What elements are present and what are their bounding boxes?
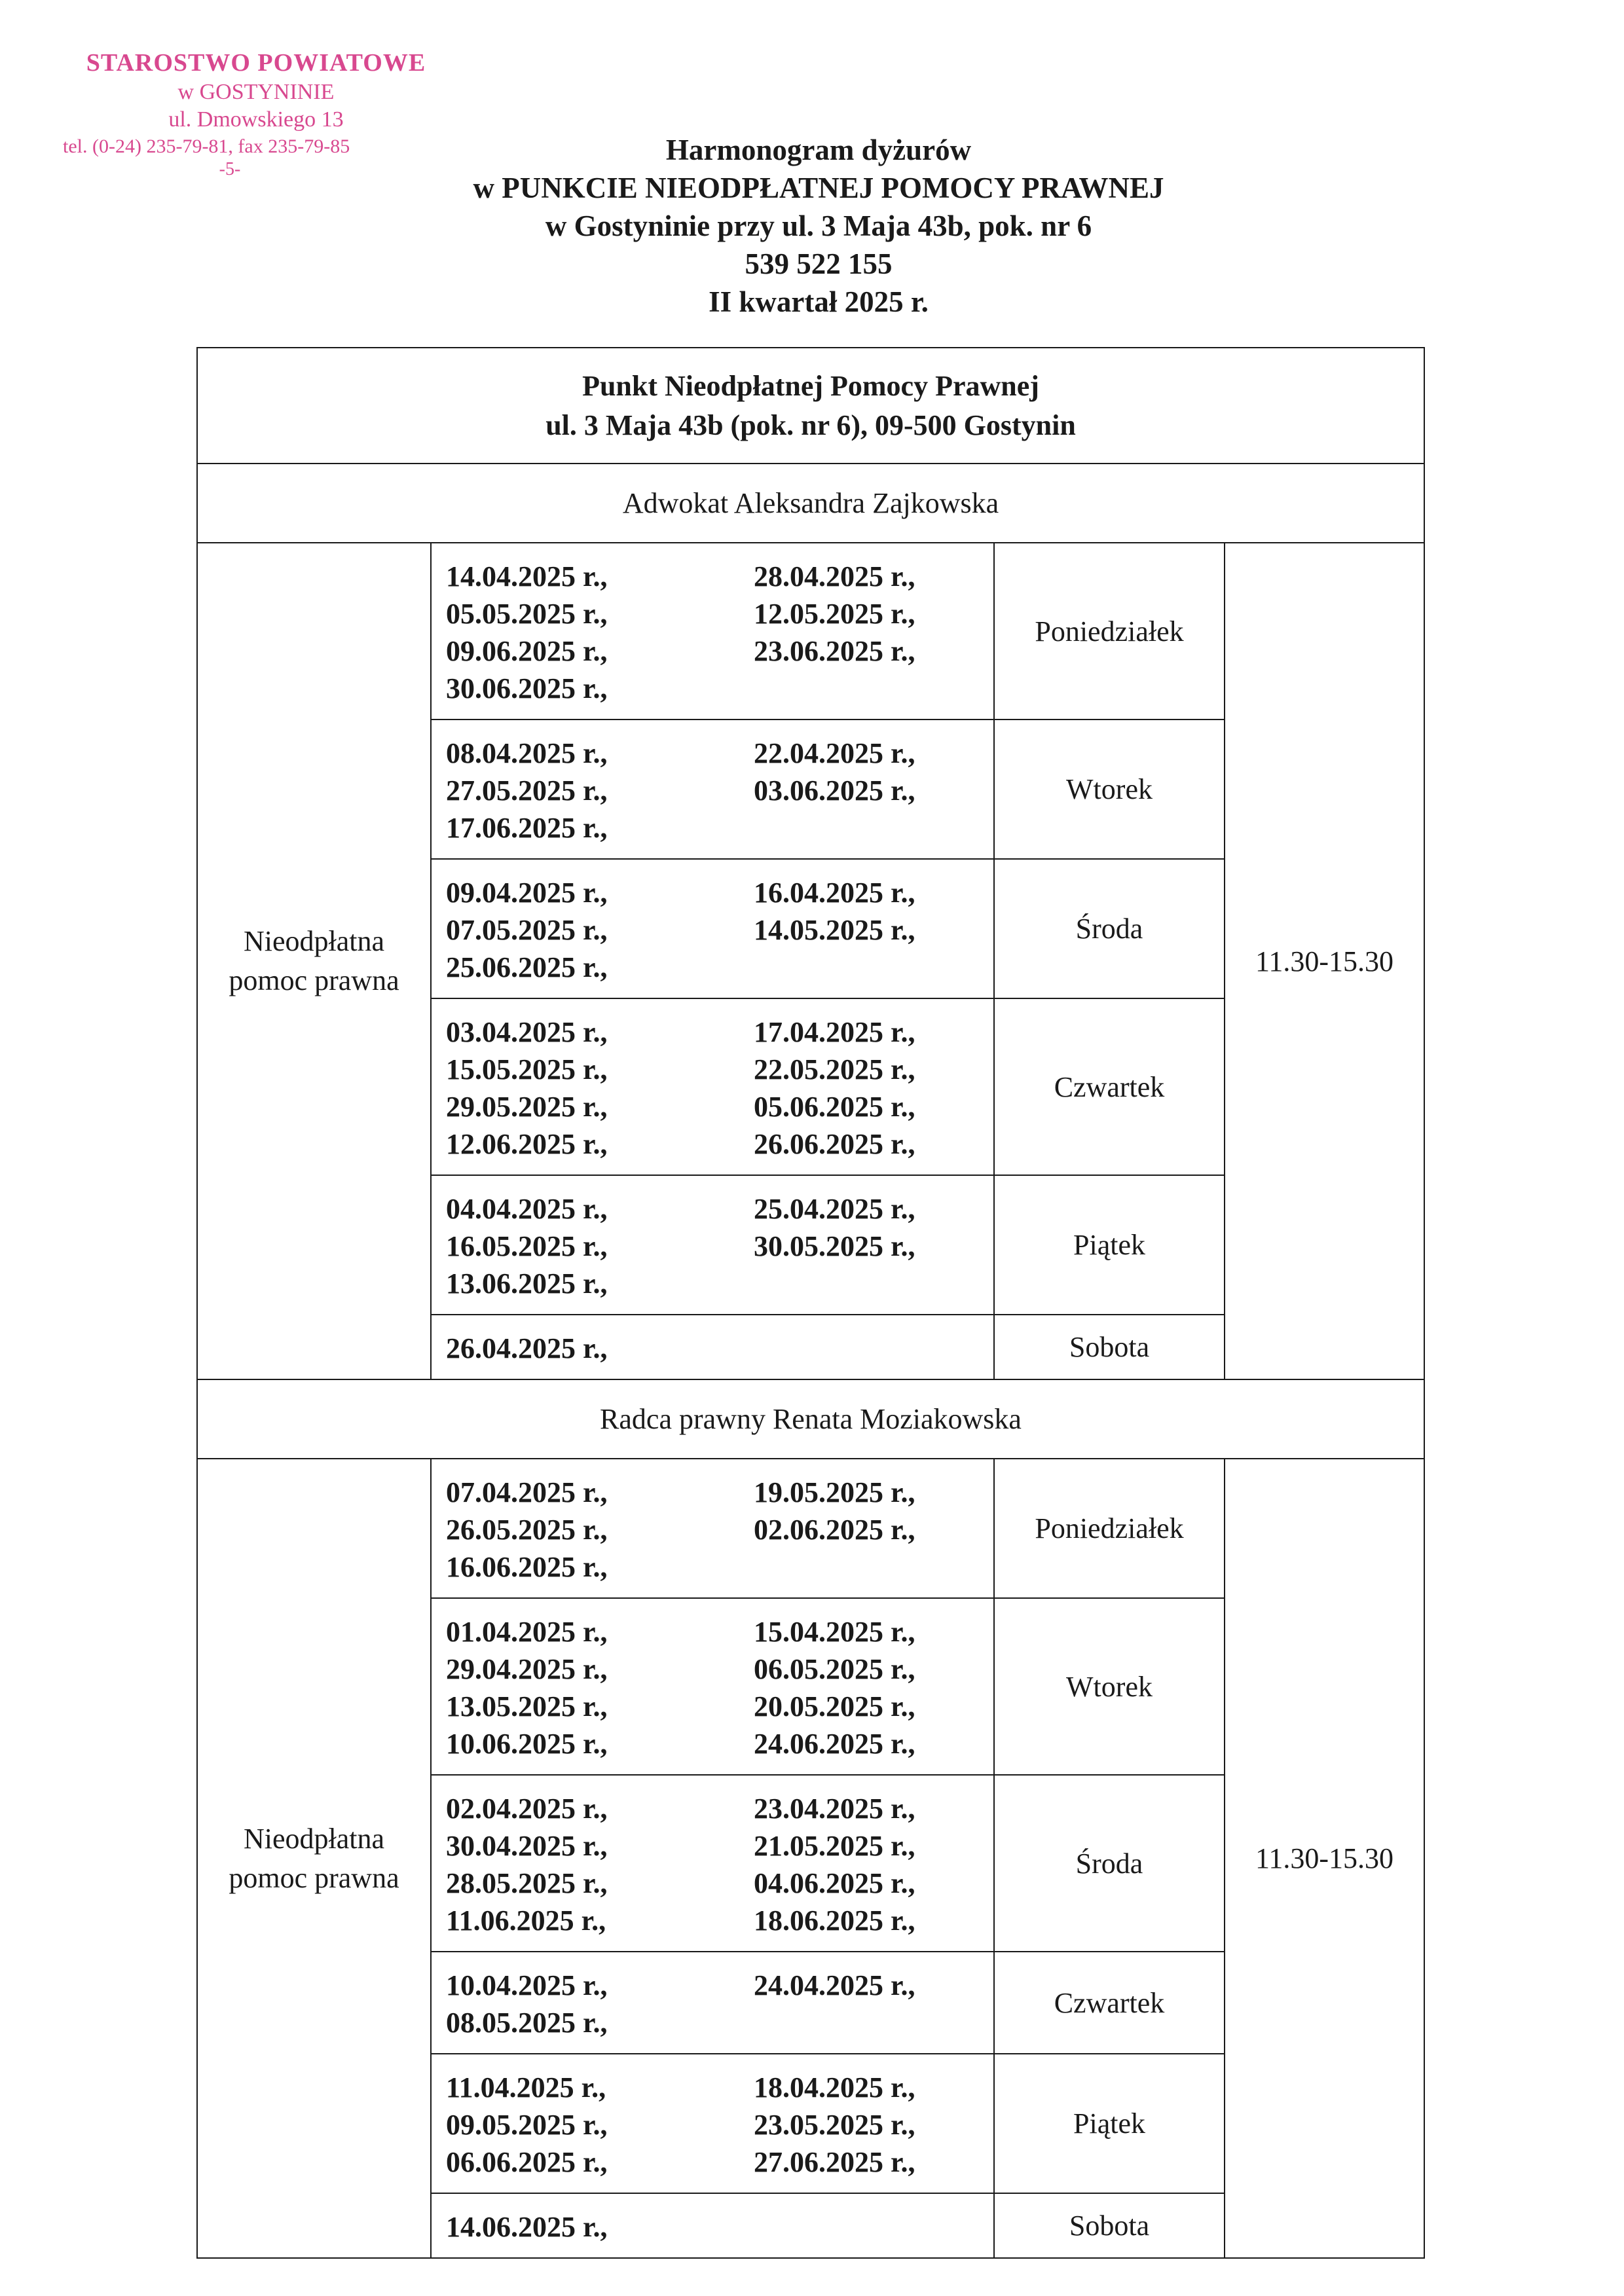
weekday: Sobota: [994, 1315, 1225, 1379]
lawyer-row: [197, 1379, 1424, 1459]
duty-date: 05.06.2025 r.,: [754, 1091, 915, 1123]
duty-date: 27.05.2025 r.,: [446, 774, 608, 807]
duty-date: 18.04.2025 r.,: [754, 2071, 915, 2104]
weekday: Piątek: [994, 2054, 1225, 2193]
weekday: Wtorek: [994, 720, 1225, 859]
duty-date: 05.05.2025 r.,: [446, 598, 608, 630]
duty-date: 04.04.2025 r.,: [446, 1193, 608, 1225]
service-type-line: pomoc prawna: [229, 1861, 399, 1894]
duty-date: [754, 809, 1009, 847]
duty-date: 24.06.2025 r.,: [754, 1728, 915, 1760]
header-title: Harmonogram dyżurów: [665, 134, 972, 166]
header-subtitle: w PUNKCIE NIEODPŁATNEJ POMOCY PRAWNEJ: [473, 172, 1164, 204]
office-hours: 11.30-15.30: [1225, 1459, 1424, 2258]
dates-cell: [431, 2054, 994, 2193]
duty-date: [754, 1330, 1009, 1367]
duty-date: 07.04.2025 r.,: [446, 1476, 608, 1508]
stamp-line-street: ul. Dmowskiego 13: [168, 107, 344, 132]
lawyer-name: Adwokat Aleksandra Zajkowska: [197, 464, 1424, 543]
duty-date: 11.06.2025 r.,: [446, 1904, 606, 1937]
schedule-table: [196, 347, 1425, 2259]
stamp-line-office: STAROSTWO POWIATOWE: [86, 49, 426, 77]
service-type-line: pomoc prawna: [229, 964, 399, 996]
duty-date: 24.04.2025 r.,: [754, 1969, 915, 2001]
weekday: Czwartek: [994, 1952, 1225, 2054]
duty-date: 08.05.2025 r.,: [446, 2007, 608, 2039]
duty-date: 08.04.2025 r.,: [446, 737, 608, 769]
duty-date: 12.05.2025 r.,: [754, 598, 915, 630]
duty-date: 29.05.2025 r.,: [446, 1091, 608, 1123]
duty-date: 27.06.2025 r.,: [754, 2146, 915, 2178]
duty-date: 23.05.2025 r.,: [754, 2109, 915, 2141]
weekday: Poniedziałek: [994, 1459, 1225, 1598]
weekday: Poniedziałek: [994, 543, 1225, 720]
duty-date: [754, 2004, 1009, 2041]
duty-date: 25.04.2025 r.,: [754, 1193, 915, 1225]
service-type: [197, 1459, 431, 2258]
stamp-line-town: w GOSTYNINIE: [177, 80, 335, 104]
document-header: [196, 131, 1441, 321]
duty-date: 18.06.2025 r.,: [754, 1904, 915, 1937]
duty-date: 10.04.2025 r.,: [446, 1969, 608, 2001]
duty-date: 30.04.2025 r.,: [446, 1830, 608, 1862]
duty-date: 09.05.2025 r.,: [446, 2109, 608, 2141]
duty-date: 15.05.2025 r.,: [446, 1053, 608, 1085]
duty-date: 06.05.2025 r.,: [754, 1653, 915, 1685]
duty-date: 01.04.2025 r.,: [446, 1616, 608, 1648]
duty-date: 30.05.2025 r.,: [754, 1230, 915, 1262]
duty-date: 16.05.2025 r.,: [446, 1230, 608, 1262]
stamp-line-number: -5-: [219, 159, 241, 179]
header-quarter: II kwartał 2025 r.: [709, 285, 929, 318]
duty-date: 17.06.2025 r.,: [446, 812, 608, 844]
header-phone: 539 522 155: [745, 247, 893, 280]
table-title: [197, 348, 1424, 464]
duty-date: 02.06.2025 r.,: [754, 1514, 915, 1546]
dates-cell: [431, 1459, 994, 1598]
weekday: Wtorek: [994, 1598, 1225, 1775]
service-type-line: Nieodpłatna: [243, 1822, 385, 1855]
duty-date: 04.06.2025 r.,: [754, 1867, 915, 1899]
duty-date: 16.06.2025 r.,: [446, 1551, 608, 1583]
duty-date: 19.05.2025 r.,: [754, 1476, 915, 1508]
duty-date: [754, 670, 1009, 707]
duty-date: 10.06.2025 r.,: [446, 1728, 608, 1760]
lawyer-row: [197, 464, 1424, 543]
duty-date: 28.04.2025 r.,: [754, 560, 915, 592]
service-type-line: Nieodpłatna: [243, 925, 385, 957]
duty-date: 15.04.2025 r.,: [754, 1616, 915, 1648]
table-title-line: Punkt Nieodpłatnej Pomocy Prawnej: [582, 369, 1039, 402]
duty-date: 14.04.2025 r.,: [446, 560, 608, 592]
duty-date: 12.06.2025 r.,: [446, 1128, 608, 1160]
duty-date: [754, 2208, 1009, 2246]
dates-cell: [431, 1598, 994, 1775]
duty-date: 25.06.2025 r.,: [446, 951, 608, 983]
duty-date: [754, 1548, 1009, 1586]
duty-date: 07.05.2025 r.,: [446, 914, 608, 946]
duty-date: 17.04.2025 r.,: [754, 1016, 915, 1048]
duty-date: 11.04.2025 r.,: [446, 2071, 606, 2104]
header-address: w Gostyninie przy ul. 3 Maja 43b, pok. nr 6: [545, 210, 1092, 242]
duty-date: [754, 1265, 1009, 1302]
dates-cell: [431, 1952, 994, 2054]
weekday: Czwartek: [994, 998, 1225, 1175]
duty-date: 22.04.2025 r.,: [754, 737, 915, 769]
duty-date: 28.05.2025 r.,: [446, 1867, 608, 1899]
dates-cell: [431, 2193, 994, 2258]
weekday: Sobota: [994, 2193, 1225, 2258]
weekday: Piątek: [994, 1175, 1225, 1315]
table-address-line: ul. 3 Maja 43b (pok. nr 6), 09-500 Gostynin: [545, 409, 1076, 441]
duty-date: [754, 949, 1009, 986]
duty-date: 30.06.2025 r.,: [446, 672, 608, 704]
dates-cell: [431, 1175, 994, 1315]
dates-cell: [431, 720, 994, 859]
duty-date: 02.04.2025 r.,: [446, 1793, 608, 1825]
duty-date: 13.05.2025 r.,: [446, 1690, 608, 1722]
duty-date: 26.06.2025 r.,: [754, 1128, 915, 1160]
service-type: [197, 543, 431, 1379]
dates-cell: [431, 543, 994, 720]
table-title-row: [197, 348, 1424, 464]
duty-date: 03.06.2025 r.,: [754, 774, 915, 807]
stamp-line-phone: tel. (0-24) 235-79-81, fax 235-79-85: [63, 136, 350, 157]
duty-date: 29.04.2025 r.,: [446, 1653, 608, 1685]
office-hours: 11.30-15.30: [1225, 543, 1424, 1379]
weekday: Środa: [994, 859, 1225, 998]
duty-date: 23.06.2025 r.,: [754, 635, 915, 667]
weekday: Środa: [994, 1775, 1225, 1952]
schedule-row: [197, 1459, 1424, 1598]
duty-date: 09.04.2025 r.,: [446, 877, 608, 909]
duty-date: 03.04.2025 r.,: [446, 1016, 608, 1048]
duty-date: 14.06.2025 r.,: [446, 2211, 608, 2243]
dates-cell: [431, 998, 994, 1175]
duty-date: 26.04.2025 r.,: [446, 1332, 608, 1364]
schedule-row: [197, 543, 1424, 720]
duty-date: 06.06.2025 r.,: [446, 2146, 608, 2178]
duty-date: 09.06.2025 r.,: [446, 635, 608, 667]
dates-cell: [431, 1775, 994, 1952]
duty-date: 26.05.2025 r.,: [446, 1514, 608, 1546]
duty-date: 20.05.2025 r.,: [754, 1690, 915, 1722]
duty-date: 22.05.2025 r.,: [754, 1053, 915, 1085]
dates-cell: [431, 859, 994, 998]
duty-date: 23.04.2025 r.,: [754, 1793, 915, 1825]
duty-date: 16.04.2025 r.,: [754, 877, 915, 909]
duty-date: 21.05.2025 r.,: [754, 1830, 915, 1862]
duty-date: 14.05.2025 r.,: [754, 914, 915, 946]
dates-cell: [431, 1315, 994, 1379]
lawyer-name: Radca prawny Renata Moziakowska: [197, 1379, 1424, 1459]
duty-date: 13.06.2025 r.,: [446, 1267, 608, 1300]
